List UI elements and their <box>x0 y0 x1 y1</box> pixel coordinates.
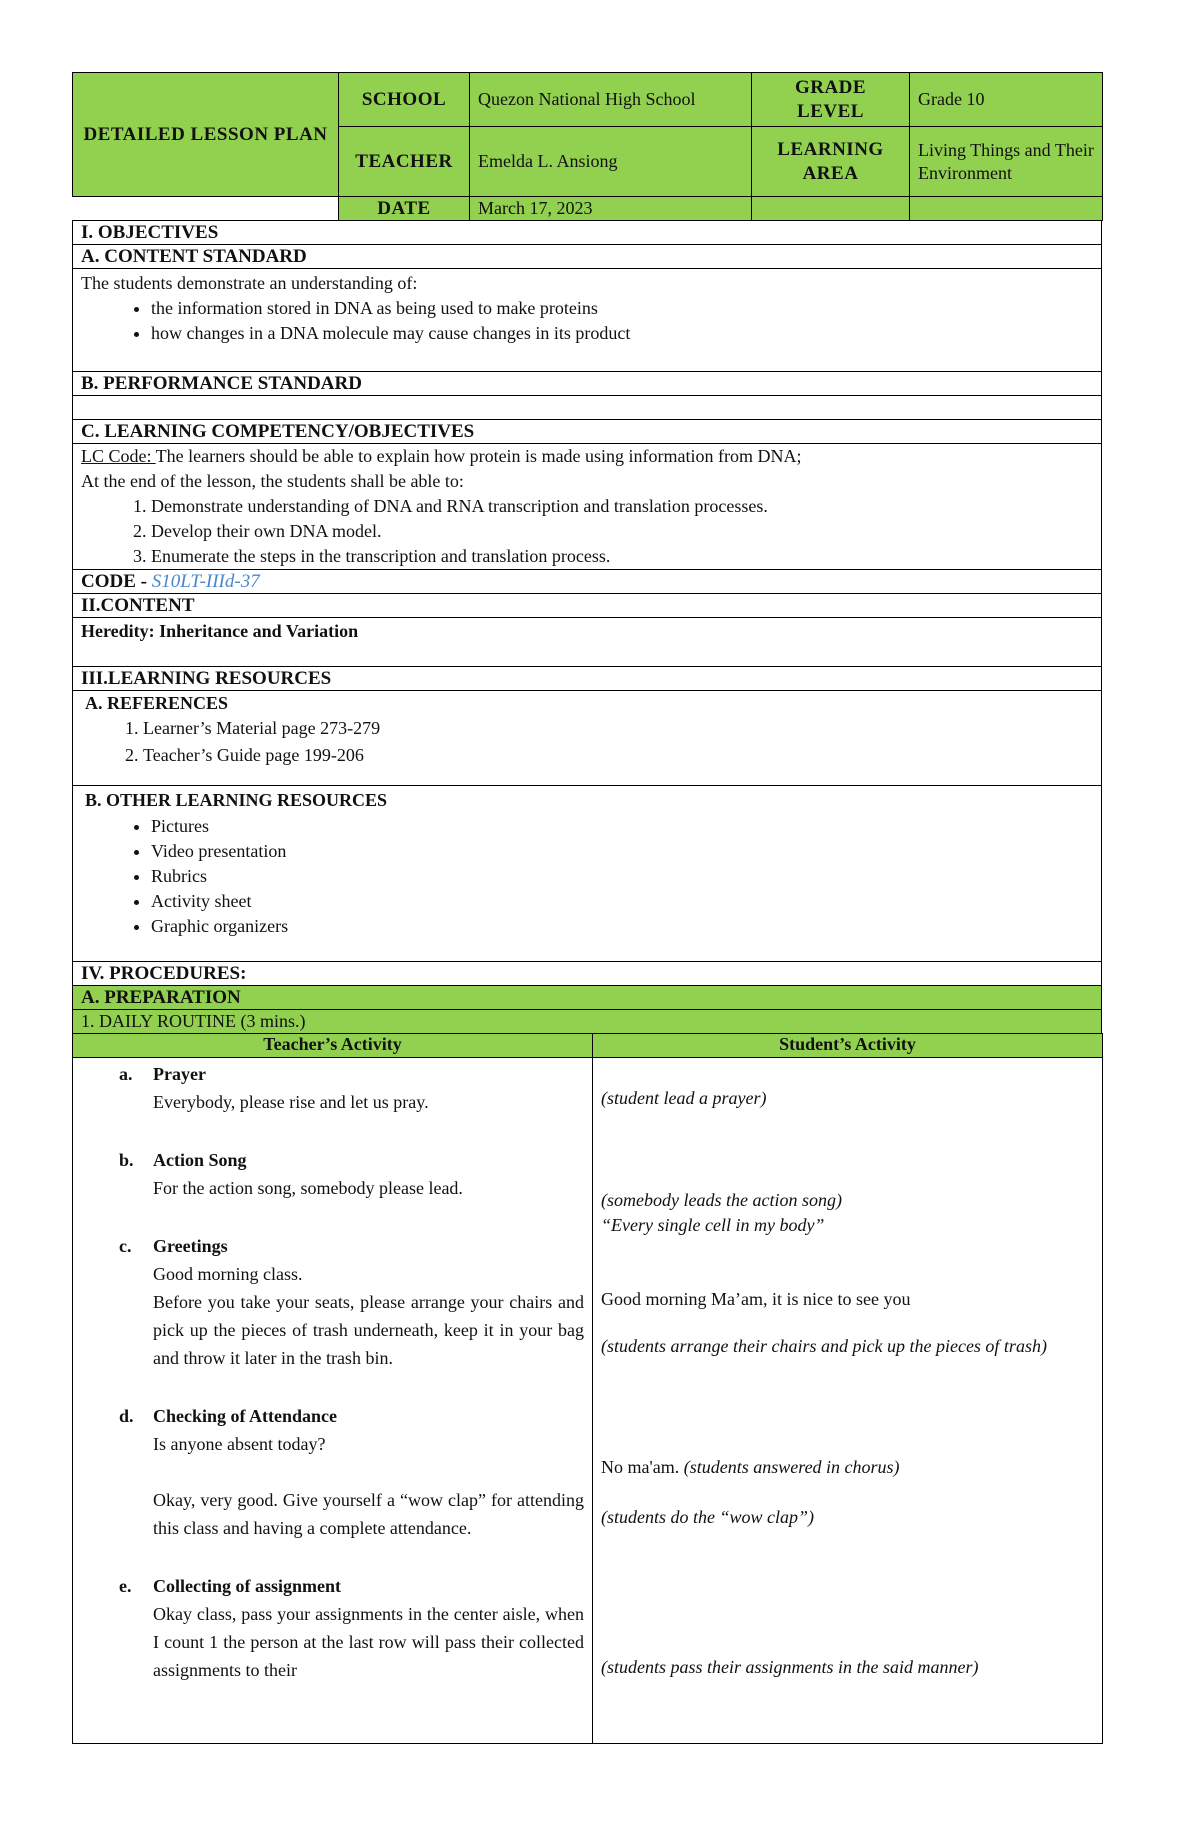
teacher-activity <box>73 1058 593 1744</box>
student-prayer: (student lead a prayer) <box>601 1088 767 1108</box>
code-label: CODE - <box>81 571 152 592</box>
lesson-plan-page <box>72 72 1102 1744</box>
resource-item: • Graphic organizers <box>151 914 1093 939</box>
date-value: March 17, 2023 <box>470 197 752 221</box>
resource-item: • Rubrics <box>151 864 1093 889</box>
student-col-header: Student’s Activity <box>593 1034 1103 1058</box>
school-label: SCHOOL <box>339 73 470 127</box>
reference-item: 2. Teacher’s Guide page 199-206 <box>143 742 1093 769</box>
header-table <box>72 72 1103 221</box>
resource-item: • Pictures <box>151 814 1093 839</box>
objectives-heading: I. OBJECTIVES <box>73 221 1102 245</box>
code-row <box>73 570 1102 594</box>
resource-item: • Activity sheet <box>151 889 1093 914</box>
school-value: Quezon National High School <box>470 73 752 127</box>
content-topic: Heredity: Inheritance and Variation <box>73 618 1102 667</box>
content-standard-heading: A. CONTENT STANDARD <box>73 245 1102 269</box>
student-song-title: “Every single cell in my body” <box>601 1215 825 1235</box>
body-table <box>72 220 1102 1034</box>
student-attendance: No ma'am. (students answered in chorus) <box>601 1457 900 1477</box>
teacher-col-header: Teacher’s Activity <box>73 1034 593 1058</box>
performance-heading: B. PERFORMANCE STANDARD <box>73 372 1102 396</box>
activity-table <box>72 1033 1103 1744</box>
grade-label: GRADE LEVEL <box>752 73 910 127</box>
content-intro: The students demonstrate an understanding of: <box>81 273 418 293</box>
competency-body <box>73 444 1102 570</box>
competency-heading: C. LEARNING COMPETENCY/OBJECTIVES <box>73 420 1102 444</box>
other-resources-label: B. OTHER LEARNING RESOURCES <box>85 790 388 810</box>
activity-assignment: e. Collecting of assignment Okay class, pass your assignments in the center aisle, when I count 1 the person at the last row will pass their collected assignments to their <box>119 1576 584 1680</box>
content-item: • how changes in a DNA molecule may cause changes in its product <box>151 321 1093 346</box>
performance-body <box>73 396 1102 420</box>
goal-item: 3. Enumerate the steps in the transcription and translation process. <box>151 544 1093 569</box>
student-song: (somebody leads the action song) <box>601 1190 842 1210</box>
end-of-lesson: At the end of the lesson, the students shall be able to: <box>81 471 464 491</box>
area-value: Living Things and Their Environment <box>910 127 1103 197</box>
activity-prayer: a. Prayer Everybody, please rise and let us pray. <box>119 1064 429 1112</box>
lc-code-label: LC Code: <box>81 446 156 466</box>
date-label: DATE <box>339 197 470 221</box>
student-greeting: Good morning Ma’am, it is nice to see you <box>601 1289 911 1309</box>
student-assignment: (students pass their assignments in the said manner) <box>601 1657 979 1677</box>
reference-item: 1. Learner’s Material page 273-279 <box>143 715 1093 742</box>
activity-action-song: b. Action Song For the action song, somebody please lead. <box>119 1150 463 1198</box>
area-label: LEARNING AREA <box>752 127 910 197</box>
goal-item: 2. Develop their own DNA model. <box>151 519 1093 544</box>
content-standard-body <box>73 269 1102 372</box>
code-value: S10LT-IIId-37 <box>151 571 260 592</box>
content-heading: II.CONTENT <box>73 594 1102 618</box>
resources-heading: III.LEARNING RESOURCES <box>73 667 1102 691</box>
procedures-heading: IV. PROCEDURES: <box>73 962 1102 986</box>
routine-heading: 1. DAILY ROUTINE (3 mins.) <box>73 1010 1102 1034</box>
grade-value: Grade 10 <box>910 73 1103 127</box>
student-activity <box>593 1058 1103 1744</box>
content-item: • the information stored in DNA as being used to make proteins <box>151 296 1093 321</box>
plan-title: DETAILED LESSON PLAN <box>73 73 339 197</box>
preparation-heading: A. PREPARATION <box>73 986 1102 1010</box>
resource-item: • Video presentation <box>151 839 1093 864</box>
references-body <box>73 691 1102 786</box>
student-arrange: (students arrange their chairs and pick up the pieces of trash) <box>601 1336 1047 1356</box>
other-resources-body <box>73 786 1102 962</box>
teacher-label: TEACHER <box>339 127 470 197</box>
teacher-value: Emelda L. Ansiong <box>470 127 752 197</box>
activity-greetings: c. Greetings Good morning class. Before you take your seats, please arrange your chairs and pick up the pieces of trash underneath, keep it in your bag and throw it later in the trash bin. <box>119 1236 584 1368</box>
goal-item: 1. Demonstrate understanding of DNA and RNA transcription and translation processes. <box>151 494 1093 519</box>
lc-code-text: The learners should be able to explain how protein is made using information from DNA; <box>155 446 802 466</box>
student-wow-clap: (students do the “wow clap”) <box>601 1507 815 1527</box>
references-label: A. REFERENCES <box>85 693 229 713</box>
activity-attendance: d. Checking of Attendance Is anyone absent today? Okay, very good. Give yourself a “wow clap” for attending this class and having a complete attendance. <box>119 1406 584 1538</box>
